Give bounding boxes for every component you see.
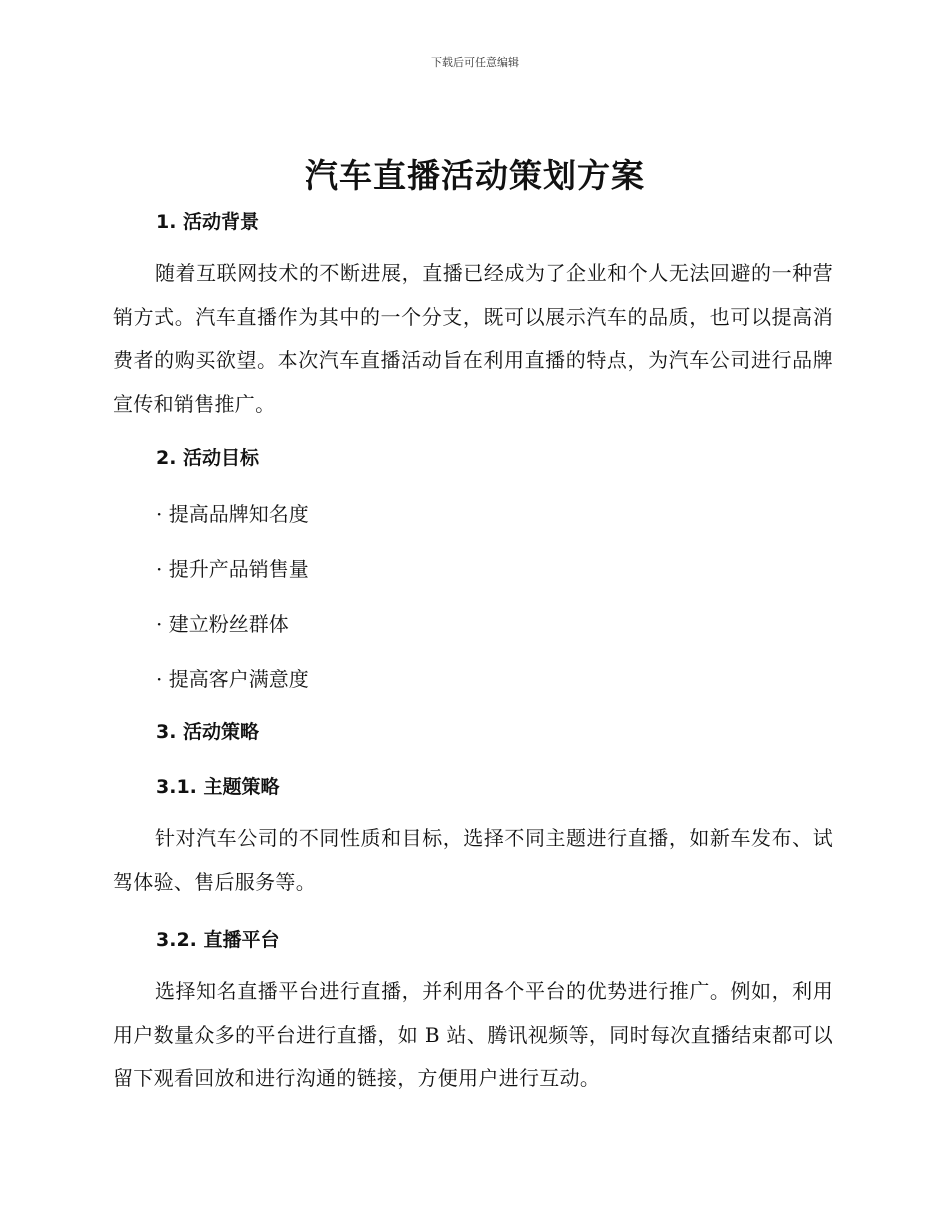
document-title: 汽车直播活动策划方案 [305, 156, 645, 195]
section-heading-background: 1. 活动背景 [156, 211, 260, 233]
goal-bullet-2: · 提升产品销售量 [156, 557, 309, 581]
goal-bullet-1: · 提高品牌知名度 [156, 502, 309, 526]
paragraph-background: 随着互联网技术的不断进展，直播已经成为了企业和个人无法回避的一种营销方式。汽车直播作为其中的一个分支，既可以展示汽车的品质，也可以提高消费者的购买欲望。本次汽车直播活动旨在利用直播的特点，为汽车公司进行品牌宣传和销售推广。 [113, 261, 833, 416]
header-note: 下载后可任意编辑 [431, 56, 519, 69]
section-heading-strategy: 3. 活动策略 [156, 721, 260, 743]
subsection-heading-theme: 3.1. 主题策略 [156, 776, 280, 798]
section-heading-goals: 2. 活动目标 [156, 447, 260, 469]
paragraph-platform: 选择知名直播平台进行直播，并利用各个平台的优势进行推广。例如，利用用户数量众多的平台进行直播，如 B 站、腾讯视频等，同时每次直播结束都可以留下观看回放和进行沟通的链接，方便用户进行互动。 [113, 979, 833, 1090]
goal-bullet-3: · 建立粉丝群体 [156, 612, 289, 636]
subsection-heading-platform: 3.2. 直播平台 [156, 929, 280, 951]
goal-bullet-4: · 提高客户满意度 [156, 667, 309, 691]
paragraph-theme: 针对汽车公司的不同性质和目标，选择不同主题进行直播，如新车发布、试驾体验、售后服务等。 [113, 826, 833, 894]
